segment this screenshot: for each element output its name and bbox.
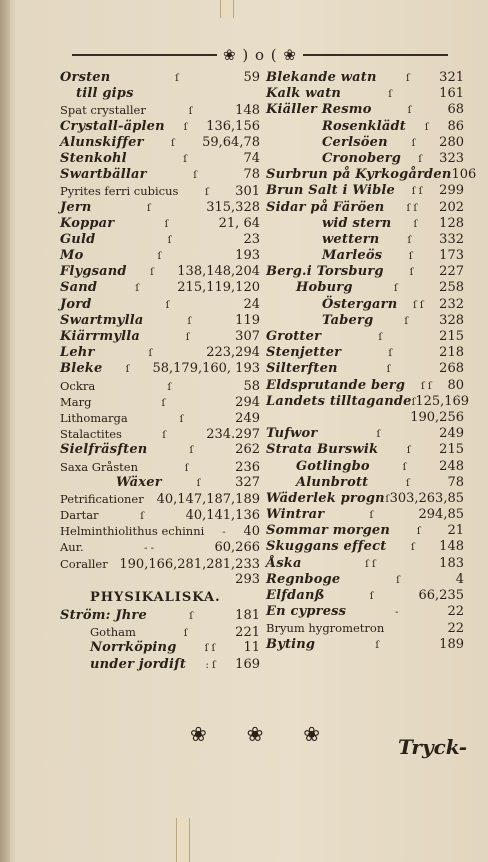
entry-leader: -: [395, 607, 399, 619]
entry-pages: 119: [235, 312, 260, 328]
index-entry: [60, 624, 260, 640]
entry-pages: 236: [235, 459, 260, 475]
entry-term: Cerlsöen: [322, 134, 388, 150]
entry-term: Silterften: [266, 361, 338, 377]
entry-leader: ſ: [416, 526, 421, 538]
index-entry: [266, 232, 464, 248]
entry-leader: ſ: [157, 251, 162, 263]
entry-term: Coraller: [60, 556, 108, 571]
entry-pages: 227: [439, 264, 464, 280]
entry-term: Norrköping: [90, 640, 177, 656]
entry-leader: ſ: [184, 462, 189, 474]
index-entry: [266, 102, 464, 118]
entry-leader: ſ: [411, 137, 416, 149]
index-entry: [60, 410, 260, 426]
index-entry: [60, 608, 260, 624]
entry-pages: 248: [439, 458, 464, 474]
entry-pages: 328: [439, 312, 464, 328]
index-entry: [60, 459, 260, 475]
entry-pages: 299: [439, 183, 464, 199]
entry-pages: 148: [235, 103, 260, 119]
entry-leader: ſ: [183, 153, 187, 165]
index-entry: [60, 442, 260, 458]
entry-pages: 136,156: [206, 118, 260, 134]
entry-pages: 183: [439, 555, 464, 571]
entry-term: Byting: [266, 636, 316, 652]
entry-term: Skuggans effect: [266, 539, 387, 555]
entry-leader: ſ: [175, 73, 179, 84]
entry-leader: ſ: [204, 187, 209, 199]
entry-pages: 221: [235, 625, 260, 641]
entry-term: Mo: [60, 248, 84, 264]
entry-term: Petrificationer: [60, 491, 144, 506]
entry-pages: 202: [439, 199, 464, 215]
entry-term: Grotter: [266, 329, 322, 344]
entry-pages: 58: [243, 378, 260, 394]
entry-pages: 249: [235, 410, 260, 426]
index-entry: [60, 297, 260, 313]
entry-term: Cronoberg: [322, 150, 402, 166]
entry-term: Regnboge: [266, 571, 341, 587]
entry-term: Brun Salt i Wible: [266, 183, 396, 199]
left-entries: [60, 70, 260, 588]
entry-pages: 68: [447, 102, 464, 118]
entry-leader: ſ: [378, 332, 383, 343]
entry-leader: ſ: [375, 639, 380, 651]
entry-pages: 22: [447, 604, 464, 620]
entry-pages: 215: [439, 442, 464, 458]
entry-term: Wintrar: [266, 507, 325, 523]
entry-term: Kiärrmylla: [60, 329, 140, 344]
entry-term: Bleke: [60, 361, 103, 377]
index-entry: [266, 442, 464, 458]
entry-term: Wäderlek progn: [266, 490, 385, 506]
entry-term: Wäxer: [116, 474, 162, 490]
entry-term: wid stern: [322, 215, 392, 231]
bookmark-ribbon-bottom: [176, 818, 190, 862]
entry-leader: ſ ſ: [411, 186, 423, 198]
entry-term: Berg.i Torsburg: [266, 264, 384, 280]
entry-pages: 86: [447, 118, 464, 134]
index-entry: [266, 167, 477, 183]
entry-leader: ſ: [409, 267, 414, 279]
entry-term: till gips: [76, 86, 134, 102]
entry-leader: ſ: [396, 574, 400, 586]
index-entry: [60, 539, 260, 555]
entry-term: Surbrun på Kyrkogården: [266, 167, 452, 183]
entry-term: Marleös: [322, 248, 383, 264]
entry-leader: - -: [144, 543, 155, 555]
index-column-right: [266, 70, 477, 653]
entry-term: Dartar: [60, 508, 99, 523]
entry-term: Guld: [60, 231, 96, 247]
entry-term: Strata Burswik: [266, 442, 379, 458]
entry-leader: ſ: [406, 73, 410, 84]
entry-pages: 218: [439, 345, 464, 361]
entry-pages: 181: [235, 608, 260, 623]
entry-term: Sidar på Färöen: [266, 199, 385, 215]
entry-term: Spat crystaller: [60, 103, 146, 118]
index-entry: [60, 264, 260, 280]
index-entry: [266, 280, 464, 296]
entry-term: Rosenklädt: [322, 118, 406, 134]
entry-pages: 303,263,85: [389, 490, 464, 506]
entry-pages: 24: [243, 296, 260, 312]
entry-pages: 189: [439, 636, 464, 652]
entry-pages: 58,179,160, 193: [152, 361, 260, 377]
entry-pages: 327: [235, 474, 260, 490]
index-entry: [266, 70, 464, 86]
entry-pages: 40: [243, 524, 260, 540]
entry-term: Kiäller Resmo: [266, 102, 372, 118]
entry-leader: ſ: [408, 251, 413, 263]
entry-leader: ſ: [125, 364, 130, 376]
entry-term: Stalactites: [60, 427, 122, 442]
entry-term: Koppar: [60, 215, 115, 231]
entry-term: Kalk watn: [266, 86, 342, 102]
entry-leader: ſ: [388, 348, 393, 360]
entry-pages: 215: [439, 329, 464, 344]
entry-term: Stenkohl: [60, 150, 127, 166]
index-entry: [266, 135, 464, 151]
index-entry: [266, 119, 464, 135]
entry-term: Bryum hygrometron: [266, 621, 385, 636]
entry-term: Sand: [60, 280, 98, 296]
entry-term: Jern: [60, 199, 92, 215]
index-entry: [266, 539, 464, 555]
index-entry: [266, 313, 464, 329]
index-entry: [266, 297, 464, 313]
entry-leader: ſ: [196, 477, 201, 489]
index-entry: [266, 393, 470, 410]
entry-pages: 22: [447, 621, 464, 637]
index-entry: [60, 313, 260, 329]
footer-ornaments: [190, 722, 320, 746]
entry-leader: ſ: [376, 429, 381, 441]
index-entry: [60, 572, 260, 588]
entry-term: Orsten: [60, 70, 111, 85]
entry-leader: ſ: [404, 315, 409, 327]
index-entry: [60, 556, 260, 572]
index-entry: [266, 248, 464, 264]
ornament-icon: ❀: [303, 722, 320, 746]
entry-leader: ſ: [413, 218, 418, 230]
index-entry: [60, 657, 260, 673]
right-entries: [266, 70, 477, 653]
entry-leader: ſ: [424, 121, 429, 133]
entry-pages: 80: [447, 377, 464, 393]
entry-leader: ſ: [185, 332, 190, 343]
entry-pages: 249: [439, 426, 464, 442]
entry-leader: ſ: [135, 283, 140, 295]
index-entry: [60, 151, 260, 167]
entry-term: Hoburg: [296, 280, 353, 296]
index-entry: [266, 200, 464, 216]
entry-term: Taberg: [322, 312, 374, 328]
entry-leader: ſ: [167, 381, 172, 393]
entry-pages: 59,64,78: [202, 134, 260, 150]
entry-pages: 74: [243, 150, 260, 166]
entry-term: Stenjetter: [266, 345, 342, 361]
entry-term: Lithomarga: [60, 410, 128, 425]
index-entry: [60, 135, 260, 151]
entry-pages: 169: [235, 656, 260, 672]
index-column-left: [60, 70, 260, 673]
entry-pages: 223,294: [206, 345, 260, 361]
index-entry: [266, 329, 464, 345]
entry-pages: 323: [439, 150, 464, 166]
entry-pages: 106: [451, 167, 477, 183]
catchword: Tryck-: [398, 735, 468, 759]
index-entry: [60, 216, 260, 232]
entry-pages: 332: [439, 231, 464, 247]
index-entry: [60, 248, 260, 264]
entry-leader: ſ: [164, 218, 169, 230]
entry-leader: ſ ſ: [204, 643, 216, 655]
entry-pages: 301: [235, 184, 260, 200]
index-entry: [266, 491, 464, 507]
index-entry: [60, 523, 260, 539]
entry-term: Aur.: [60, 540, 84, 555]
index-entry: [266, 556, 464, 572]
entry-pages: 173: [439, 248, 464, 264]
header-rule-right: [303, 54, 448, 56]
entry-pages: 21: [447, 523, 464, 539]
entry-leader: ſ: [167, 234, 172, 246]
bookmark-ribbon-top: [220, 0, 234, 18]
entry-pages: 258: [439, 280, 464, 296]
index-entry: [266, 86, 464, 102]
entry-leader: ſ: [162, 430, 166, 442]
entry-term: Swartbällar: [60, 167, 147, 183]
entry-term: Ström: Jhre: [60, 608, 147, 623]
index-entry: [60, 167, 260, 183]
entry-term: Sommar morgen: [266, 523, 391, 539]
entry-term: Saxa Gråsten: [60, 459, 139, 474]
entry-pages: 148: [439, 539, 464, 555]
entry-leader: ſ: [369, 591, 374, 602]
entry-pages: 294,85: [418, 507, 464, 523]
entry-pages: 234.297: [206, 427, 260, 443]
entry-leader: ſ: [187, 315, 192, 327]
index-entry: [60, 426, 260, 442]
entry-leader: -: [222, 527, 226, 539]
entry-leader: ſ: [411, 396, 416, 408]
entry-pages: 125,169: [415, 393, 470, 409]
entry-leader: ſ: [386, 364, 391, 376]
entry-leader: ſ: [189, 611, 193, 622]
entry-leader: ſ ſ: [412, 299, 424, 311]
entry-leader: ſ: [183, 628, 188, 640]
entry-pages: 138,148,204: [177, 264, 260, 280]
header-rule-left: [72, 54, 217, 56]
entry-term: Gotlingbo: [296, 458, 370, 474]
index-entry: [60, 183, 260, 199]
entry-pages: 161: [439, 86, 464, 102]
index-entry: [60, 378, 260, 394]
index-entry: [60, 345, 260, 361]
entry-leader: ſ: [148, 348, 153, 360]
entry-term: Pyrites ferri cubicus: [60, 184, 179, 199]
index-entry: [266, 426, 464, 442]
entry-term: Ockra: [60, 378, 96, 393]
entry-pages: 78: [447, 474, 464, 490]
entry-term: Lehr: [60, 345, 95, 361]
entry-leader: ſ: [171, 137, 175, 149]
entry-term: Åska: [266, 555, 302, 571]
entry-term: En cypress: [266, 604, 347, 620]
entry-leader: ſ: [407, 105, 412, 117]
index-entry: [266, 216, 464, 232]
entry-term: Östergarn: [322, 296, 398, 312]
entry-leader: ſ: [165, 299, 170, 311]
entry-leader: ſ ſ: [406, 202, 418, 214]
entry-term: Gotham: [90, 625, 136, 640]
entry-leader: ſ: [147, 202, 151, 214]
entry-term: Jord: [60, 296, 92, 312]
entry-term: Marg: [60, 394, 92, 409]
entry-leader: : ſ: [205, 659, 216, 671]
entry-pages: 11: [243, 640, 260, 656]
entry-term: Sielfräsften: [60, 442, 148, 458]
entry-leader: ſ: [385, 493, 390, 505]
entry-leader: ſ ſ: [365, 558, 376, 570]
entry-leader: ſ: [407, 234, 412, 246]
entry-leader: ſ: [418, 153, 422, 165]
entry-pages: 193: [235, 248, 260, 264]
entry-term: Crystall-äplen: [60, 118, 165, 134]
entry-pages: 66,235: [418, 588, 464, 603]
entry-pages: 321: [439, 70, 464, 85]
index-entry: [60, 475, 260, 491]
index-entry: [60, 394, 260, 410]
entry-term: Blekande watn: [266, 70, 377, 85]
entry-term: under jordiſt: [90, 656, 187, 672]
entry-pages: 215,119,120: [177, 280, 260, 296]
left-entries-after: [60, 608, 260, 673]
index-entry: [266, 183, 464, 199]
entry-leader: ſ: [410, 542, 415, 554]
index-entry: [60, 119, 260, 135]
index-entry: [60, 232, 260, 248]
entry-leader: ſ: [369, 510, 374, 522]
index-entry: [266, 410, 464, 426]
entry-leader: ſ: [150, 267, 154, 279]
index-entry: [266, 572, 464, 588]
entry-leader: ſ: [402, 461, 407, 473]
ornament-icon: ❀: [246, 722, 264, 746]
index-entry: [60, 70, 260, 86]
entry-pages: 307: [235, 329, 260, 344]
section-heading: PHYSIKALISKA.: [90, 590, 221, 605]
entry-pages: 23: [243, 231, 260, 247]
entry-pages: 293: [235, 571, 260, 587]
entry-leader: ſ: [406, 445, 411, 457]
entry-term: wettern: [322, 231, 380, 247]
index-entry: [266, 620, 464, 636]
entry-term: Alunskiffer: [60, 134, 144, 150]
entry-term: Elfdanß: [266, 588, 325, 603]
entry-pages: 78: [243, 167, 260, 183]
entry-leader: ſ: [388, 89, 392, 101]
entry-leader: ſ: [394, 283, 398, 295]
index-entry: [60, 329, 260, 345]
index-entry: [60, 86, 260, 102]
index-entry: [266, 345, 464, 361]
ornament-icon: ❀: [190, 722, 207, 746]
index-entry: [266, 459, 464, 475]
index-entry: [266, 361, 464, 377]
entry-leader: ſ: [193, 170, 197, 182]
entry-leader: ſ: [406, 477, 410, 489]
entry-pages: 262: [235, 442, 260, 458]
index-entry: [266, 475, 464, 491]
entry-pages: 190,166,281,281,233: [119, 556, 260, 572]
index-entry: [60, 280, 260, 296]
index-entry: [60, 200, 260, 216]
entry-term: Landets tilltagande: [266, 393, 412, 409]
index-entry: [60, 491, 260, 507]
index-entry: [60, 640, 260, 656]
index-entry: [266, 637, 464, 653]
entry-term: Helminthiolithus echinni: [60, 524, 205, 539]
index-entry: [266, 151, 464, 167]
page-header: [66, 46, 454, 64]
entry-leader: ſ: [188, 106, 193, 118]
entry-leader: ſ: [183, 121, 188, 133]
entry-term: Swartmylla: [60, 312, 144, 328]
entry-pages: 128: [439, 215, 464, 231]
entry-term: Eldsprutande berg: [266, 377, 406, 393]
index-entry: [266, 264, 464, 280]
entry-leader: ſ: [179, 413, 184, 425]
index-entry: [60, 361, 260, 377]
entry-pages: 190,256: [410, 409, 464, 425]
entry-pages: 232: [439, 296, 464, 312]
entry-leader: ſ ſ: [420, 380, 432, 392]
entry-pages: 4: [455, 571, 464, 587]
index-entry: [266, 604, 464, 620]
entry-term: Flygsand: [60, 264, 127, 280]
entry-pages: 294: [235, 394, 260, 410]
index-entry: [60, 507, 260, 523]
page-binding-edge: [0, 0, 10, 862]
index-entry: [266, 507, 464, 523]
index-entry: [266, 523, 464, 539]
entry-pages: 21, 64: [218, 215, 260, 231]
entry-pages: 315,328: [206, 199, 260, 215]
entry-pages: 268: [439, 361, 464, 377]
entry-pages: 280: [439, 134, 464, 150]
entry-pages: 40,147,187,189: [156, 491, 260, 507]
entry-pages: 40,141,136: [185, 508, 260, 524]
entry-leader: ſ: [140, 511, 144, 523]
index-entry: [266, 588, 464, 604]
entry-leader: ſ: [189, 445, 194, 457]
index-entry: [60, 102, 260, 118]
page-number: ❀ ) o ( ❀: [223, 46, 297, 64]
entry-term: Tufwor: [266, 426, 318, 442]
entry-leader: ſ: [161, 397, 166, 409]
entry-pages: 60,266: [214, 540, 260, 556]
entry-term: Alunbrott: [296, 474, 369, 490]
entry-pages: 59: [243, 70, 260, 85]
index-entry: [266, 378, 464, 394]
